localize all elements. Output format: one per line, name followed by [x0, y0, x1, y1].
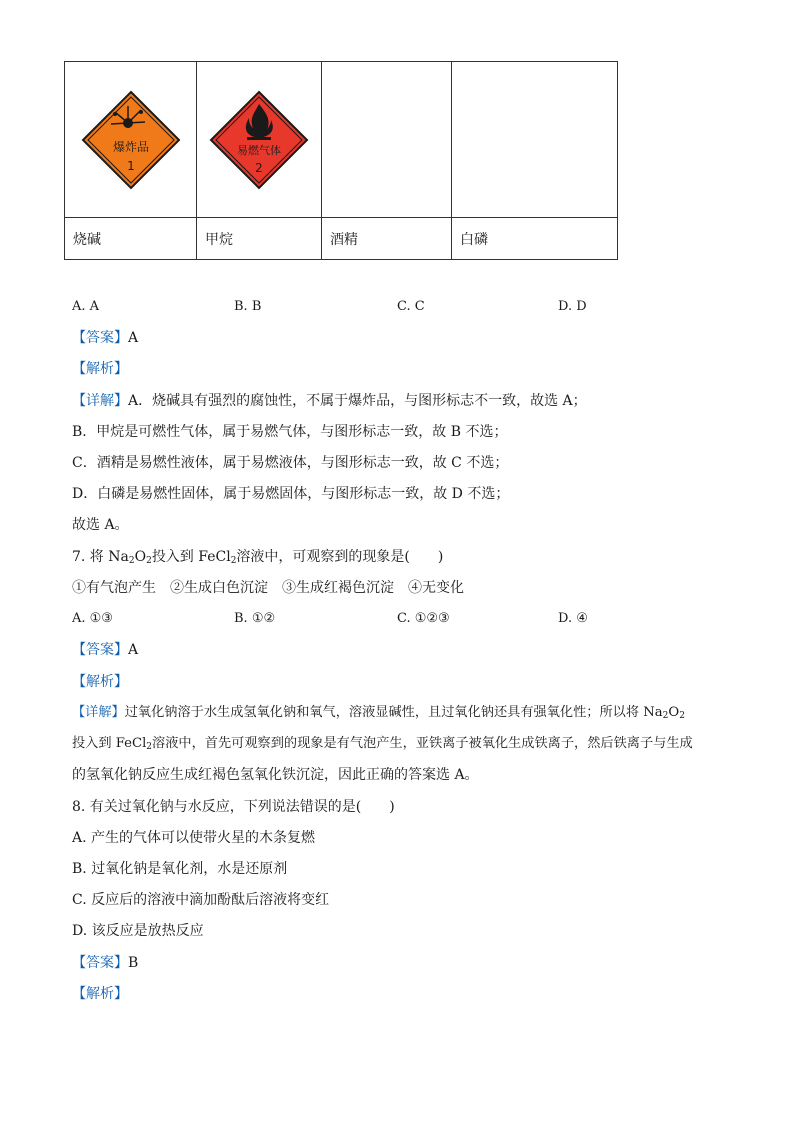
symbol-cell-empty-3 [322, 62, 452, 218]
q6-detail-line: B．甲烷是可燃性气体，属于易燃气体，与图形标志一致，故 B 不选； [72, 424, 508, 440]
q7-option-b: B. ①② [234, 611, 276, 626]
detail-text: 投入到 FeCl [72, 736, 147, 751]
answer-tag: 【答案】 [72, 330, 128, 346]
flammable-gas-label: 易燃气体 [237, 143, 281, 157]
q6-option-b: B. B [234, 299, 262, 314]
analysis-tag: 【解析】 [72, 361, 128, 377]
explosive-class-number: 1 [126, 158, 135, 173]
q7-detail-line [72, 703, 685, 726]
q7-option-d: D. ④ [558, 611, 588, 626]
q6-analysis-tag [72, 359, 128, 379]
detail-text: 溶液中，首先可观察到的现象是有气泡产生，亚铁离子被氧化生成铁离子，然后铁离子与生成 [152, 736, 693, 751]
q7-detail-line [72, 734, 693, 757]
q7-stem-text: 7. 将 Na [72, 549, 129, 565]
q6-answer [72, 328, 138, 348]
answer-tag: 【答案】 [72, 642, 128, 658]
detail-tag: 【详解】 [72, 705, 125, 720]
substance-name: 烧碱 [65, 218, 197, 260]
answer-value: A [128, 330, 139, 346]
q6-option-c: C. C [397, 299, 425, 314]
subscript: 2 [679, 711, 685, 721]
answer-value: B [128, 955, 139, 971]
detail-text: 过氧化钠溶于水生成氢氧化钠和氧气，溶液显碱性，且过氧化钠还具有强氧化性；所以将 Na [124, 705, 663, 720]
q8-stem: 8. 有关过氧化钠与水反应，下列说法错误的是( ) [72, 799, 395, 815]
q7-option-c: C. ①②③ [397, 611, 450, 626]
subscript: 2 [146, 742, 153, 752]
detail-text: A．烧碱具有强烈的腐蚀性，不属于爆炸品，与图形标志不一致，故选 A； [128, 393, 587, 409]
answer-tag: 【答案】 [72, 955, 128, 971]
hazard-symbol-table [64, 61, 618, 260]
q7-detail-line: 的氢氧化钠反应生成红褐色氢氧化铁沉淀，因此正确的答案选 A。 [72, 767, 479, 783]
answer-value: A [128, 642, 139, 658]
substance-name: 酒精 [322, 218, 452, 260]
detail-text: O [668, 705, 680, 720]
symbol-cell-explosive [65, 62, 197, 218]
substance-name: 甲烷 [197, 218, 322, 260]
q8-option-c: C. 反应后的溶液中滴加酚酞后溶液将变红 [72, 892, 330, 908]
q8-option-d: D. 该反应是放热反应 [72, 923, 204, 939]
q7-stem-text: 投入到 FeCl [151, 549, 231, 565]
subscript: 2 [230, 556, 237, 566]
q6-option-d: D. D [558, 299, 587, 314]
flammable-gas-class-number: 2 [255, 160, 263, 175]
symbol-cell-empty-4 [452, 62, 618, 218]
q7-stem [72, 547, 443, 571]
q7-analysis-tag [72, 672, 128, 692]
explosive-label: 爆炸品 [112, 139, 149, 154]
q7-choices: ①有气泡产生 ②生成白色沉淀 ③生成红褐色沉淀 ④无变化 [72, 580, 464, 596]
q6-conclusion: 故选 A。 [72, 517, 129, 533]
subscript: 2 [662, 711, 669, 721]
analysis-tag: 【解析】 [72, 674, 128, 690]
q7-answer [72, 640, 138, 660]
symbol-cell-flammable-gas [197, 62, 322, 218]
q6-detail-line: C．酒精是易燃性液体，属于易燃液体，与图形标志一致，故 C 不选； [72, 455, 509, 471]
q8-option-b: B. 过氧化钠是氧化剂，水是还原剂 [72, 861, 288, 877]
q7-stem-text: O [134, 549, 147, 565]
subscript: 2 [128, 556, 135, 566]
flammable-gas-diamond-icon [209, 90, 309, 190]
explosive-diamond-icon [81, 90, 181, 190]
subscript: 2 [146, 556, 152, 566]
q8-answer [72, 953, 138, 973]
q8-analysis-tag [72, 984, 128, 1004]
substance-name: 白磷 [452, 218, 618, 260]
q7-option-a: A. ①③ [72, 611, 113, 626]
q6-option-a: A. A [72, 299, 100, 314]
q6-detail-line: D．白磷是易燃性固体，属于易燃固体，与图形标志一致，故 D 不选； [72, 486, 510, 502]
analysis-tag: 【解析】 [72, 986, 128, 1002]
q8-option-a: A. 产生的气体可以使带火星的木条复燃 [72, 830, 316, 846]
q6-detail-line [72, 391, 587, 411]
q7-stem-text: 溶液中，可观察到的现象是( ) [236, 549, 444, 565]
detail-tag: 【详解】 [72, 393, 128, 409]
